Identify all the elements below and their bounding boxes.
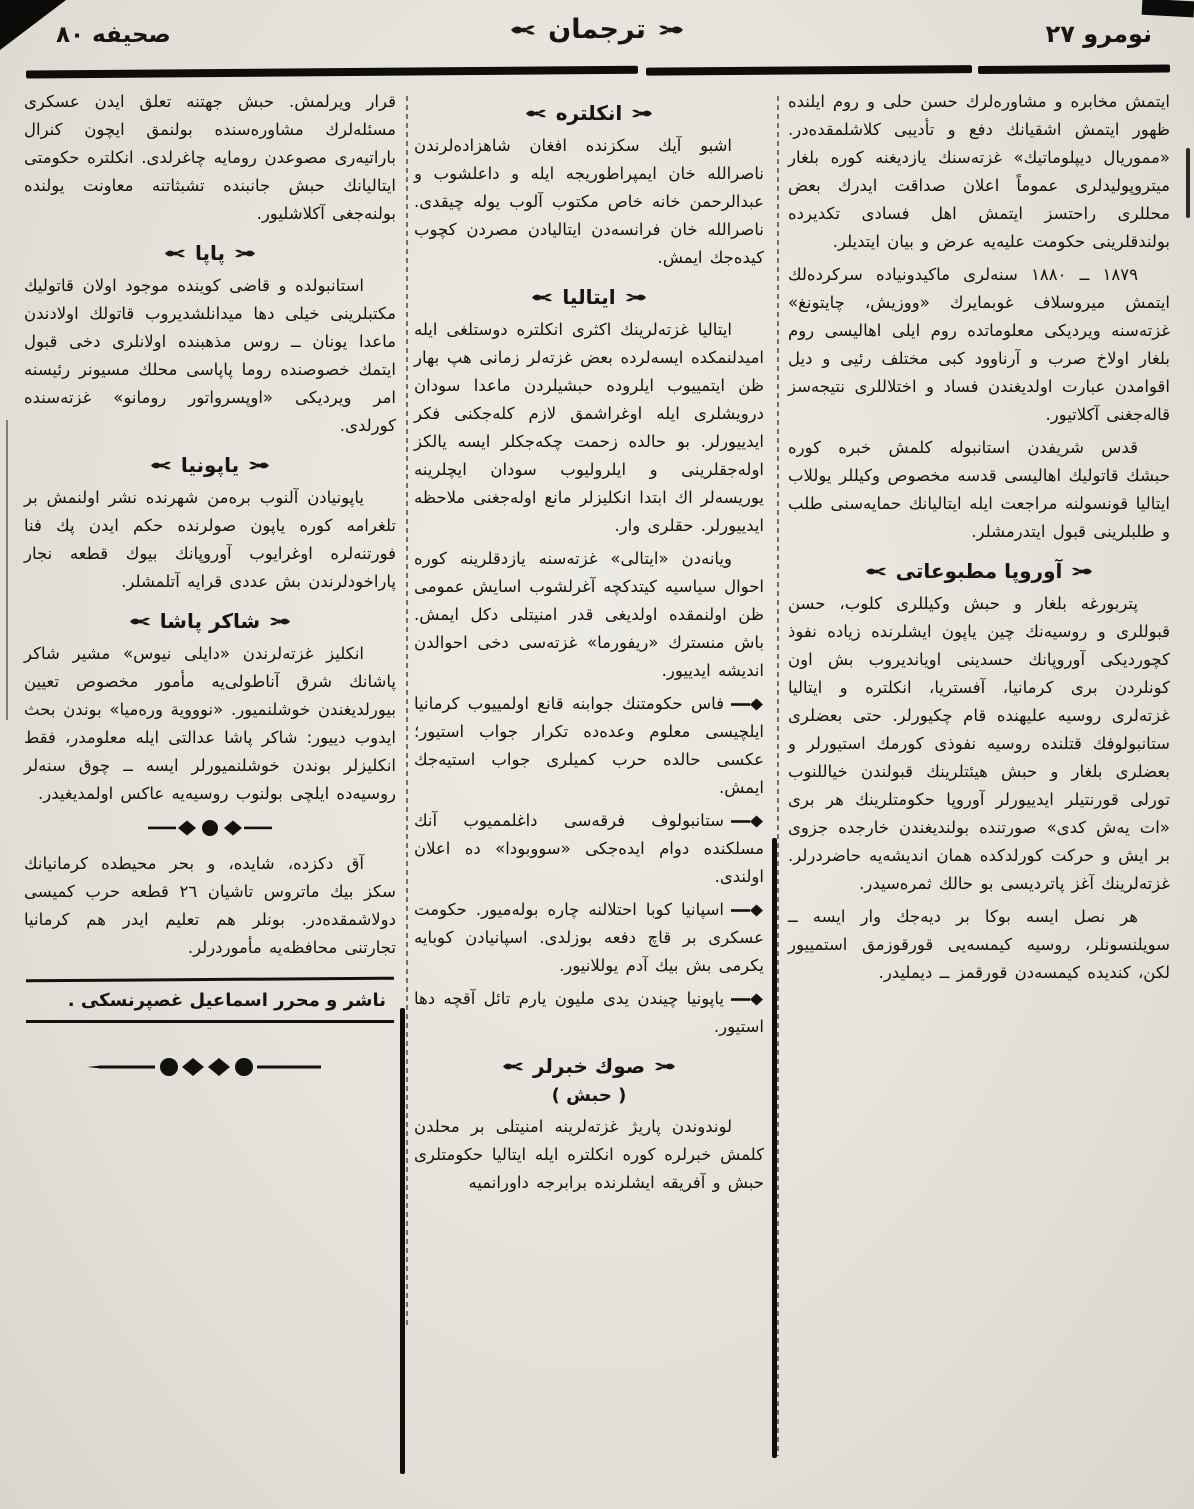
news-bullet-item — [414, 985, 764, 1041]
article-paragraph: آق دكزده، شايده، و بحر محيطده كرمانيانك سكز بيك ماتروس تاشيان ٢٦ قطعه حرب كميسى دولاشمقده‌در. بونلر هم تعليم ايدر هم كرمانيا تجارتنى محافظه‌يه مأموردرلر. — [24, 854, 396, 957]
section-heading-text: صوك خبرلر — [532, 1054, 646, 1078]
masthead-rule-segment — [978, 65, 1170, 75]
section-heading-text: انكلتره — [555, 101, 623, 125]
fleuron-icon — [248, 458, 270, 473]
footer-ornament — [24, 1057, 396, 1081]
publisher-rule-bottom — [26, 1020, 394, 1023]
article-paragraph: اشبو آيك سكزنده افغان شاهزاده‌لرندن ناصرالله خان ايمپراطوريجه ايله و داعلشوب و عبدالرحمن خانه خاص مكتوب آلوب يوله چيقدى. ناصرالله خان فرانسه‌دن ايتاليادن مصردن كچوب كيده‌جك ايمش. — [414, 136, 764, 267]
masthead — [0, 14, 1194, 45]
fleuron-icon — [164, 246, 186, 261]
article-paragraph: ويانه‌دن «ايتالى» غزته‌سنه يازدقلرينه كوره احوال سياسيه كيتدكچه آغرلشوب اسايش عمومى ظن اولنمقده اولديغى قدر امنيتلى دكل ايمش. باش منسترك «ريفورما» غزته‌سى دخى احوالدن انديشه ايدييور. — [414, 549, 764, 680]
fleuron-icon — [150, 458, 172, 473]
section-heading — [788, 559, 1170, 583]
fleuron-icon — [502, 1059, 524, 1074]
column-middle — [414, 88, 764, 1202]
section-heading — [414, 1054, 764, 1078]
fleuron-icon — [658, 21, 684, 39]
article-paragraph: ١٨٧٩ ــ ١٨٨٠ سنه‌لرى ماكيدونياده سركرده‌لك ايتمش ميروسلاف غوبمايرك «ووزيش، چايتونغ» غزته‌سنه ويرديكى معلوماتده روم ايلى اهاليسى روم بلغار اولاخ صرب و آرناوود كبى مختلف رئيى و ديل اقوامدن عبارت اولديغندن فساد و اختلاللرى نتيجه‌سز قاله‌جغنى آكلاتيور. — [788, 265, 1170, 424]
section-heading — [24, 453, 396, 477]
article-paragraph: لوندوندن پاريژ غزته‌لرينه امنيتلى بر محلدن كلمش خبرلره كوره انكلتره ايله ايتاليا حكومتلرى حبش و آفريقه ايشلرنده برابرجه داورانميه — [414, 1117, 764, 1192]
fleuron-icon — [510, 21, 536, 39]
scan-artifact — [256, 72, 260, 76]
scan-artifact — [1186, 148, 1190, 218]
news-bullet-item — [414, 896, 764, 980]
article-paragraph: استانبولده و قاضى كوينده موجود اولان قاتوليك مكتبلرينى خيلى دها ميدانلشديروب قاتولك اولادندن ماعدا يونان ــ روس مذهبنده اولانلرى دخى قبول ايتمك خصوصنده روما پاپاسى محلك مسيونر رئيسنه امر ويرديكى «اوپسرواتور رومانو» غزته‌سنده كورلدى. — [24, 276, 396, 435]
page-number: صحيفه ٨٠ — [56, 22, 171, 48]
fleuron-icon — [269, 614, 291, 629]
news-bullet-text: ستانبولوف فرقه‌سى داغلمميوب آنك مسلكنده دوام ايده‌جكى «سووبودا» ده اعلان اولندى. — [414, 811, 764, 886]
masthead-rule — [26, 56, 1170, 83]
section-heading — [24, 609, 396, 633]
scan-artifact — [6, 420, 8, 720]
fleuron-icon — [631, 106, 653, 121]
column-divider-left — [406, 96, 408, 1326]
arrow-bullet-icon — [731, 697, 764, 712]
fleuron-icon — [525, 106, 547, 121]
masthead-rule-segment — [26, 66, 638, 79]
section-heading-text: ايتاليا — [562, 285, 616, 309]
arrow-bullet-icon — [731, 814, 764, 829]
subsection-heading: ( حبش ) — [551, 1085, 627, 1106]
newspaper-title: ترجمان — [548, 14, 646, 45]
masthead-rule-segment — [646, 65, 972, 76]
news-bullet-text: اسپانيا كوبا احتلالنه چاره بوله‌ميور. حكومت عسكرى بر قاچ دفعه بوزلدى. اسپانيادن كوبايه يكرمى بش بيك آدم يوللانيور. — [414, 900, 764, 975]
article-paragraph: ايتمش مخابره و مشاوره‌لرك حسن حلى و روم ايلنده ظهور ايتمش اشقيانك دفع و تأديبى كلاشلمقده‌در. «مموريال ديپلوماتيك» غزته‌سنك يازديغنه كوره بلغار ميتروپوليدلرى عموماً اعلان صداقت ايدرك بعض محللرى راحتسز ايتمش اهل فسادى تكديرده بولندقلرينى حكومت عليه‌يه عرض و بيان ايتديلر. — [788, 92, 1170, 251]
news-bullet-text: ياپونيا چيندن يدى مليون يارم تائل آقچه دها استيور. — [414, 989, 764, 1036]
footer-ornament-icon — [87, 1057, 333, 1077]
separator-ornament-icon — [146, 818, 274, 838]
publisher-line: ناشر و محرر اسماعيل غصپرنسكى . — [67, 990, 386, 1011]
article-paragraph: قرار ويرلمش. حبش جهتنه تعلق ايدن عسكرى مسئله‌لرك مشاوره‌سنده بولنمق ايچون كنرال باراتيه‌رى مصوعدن رومايه چاغرلدى. انكلتره حكومتى ايتاليانك حبش جانبنده تشبثاتنه معاونت يولنده بولنه‌جغى آكلاشليور. — [24, 92, 396, 223]
publisher-block — [24, 978, 396, 1023]
fleuron-icon — [865, 564, 887, 579]
article-paragraph: پتربورغه بلغار و حبش وكيللرى كلوب، حسن قبوللرى و روسيه‌نك چين ياپون ايشلرنده زياده نفوذ كچورديكى آوروپانك حسدينى اويانديروب بش اون كونلردن برى كرمانيا، آفستريا، انكلتره و ايتاليا غزته‌لرى روسيه عليهنده قام چكيورلر. حتى بعضلرى ستانبولوفك قتلنده روسيه نفوذى كورمك استيورلر و بعضلرى بلغار و حبش هيئتلرينك قبولندن خياللنوب تورلى قورنتيلر ايدييورلر آوروپا حكومتلرينك هر برى «ات يەش كدى» صورتنده بولنديغندن خارجده جزوى بر ايش و حركت كورلدكده همان انديشه‌يه حاضردرلر. غزته‌لرينك آغز پاترديسى بو حالك ثمره‌سيدر. — [788, 594, 1170, 893]
fleuron-icon — [531, 290, 553, 305]
fleuron-icon — [129, 614, 151, 629]
article-paragraph: قدس شريفدن استانبوله كلمش خبره كوره حبشك قاتوليك اهاليسى قدسه مخصوص وكيللر يوللاب ايتاليا قونسولنه مراجعت ايله ايتاليانك حمايه‌سنى طلب و طلبلرينى قبول ايتدرمشلر. — [788, 438, 1170, 541]
section-heading-text: شاكر پاشا — [159, 609, 261, 633]
arrow-bullet-icon — [731, 903, 764, 918]
column-divider-left-bold — [400, 1008, 405, 1474]
article-paragraph: ايتاليا غزته‌لرينك اكثرى انكلتره دوستلغى ايله اميدلنمكده ايسه‌لرده بعض غزته‌لر زمانى هپ بهار ظن ايتمييوب ايلروده حبشيلردن ماعدا سودان درويشلرى ايله اوغراشمق لازم كله‌جكنى فكر ايدييورلر. بو حالده زحمت چكه‌جكلر ايسه يالكز اوله‌جقلرينى و ايلروليوب سودان ايچلرينه يوريسه‌لر اك ابتدا انكليزلر مانع اوله‌جغنى ملاحظه ايدييورلر. حقلرى وار. — [414, 320, 764, 535]
section-heading-text: ياپونيا — [180, 453, 240, 477]
fleuron-icon — [654, 1059, 676, 1074]
section-heading — [414, 101, 764, 125]
news-bullet-item — [414, 807, 764, 891]
section-separator — [24, 818, 396, 842]
column-left — [24, 88, 396, 1081]
column-right — [788, 88, 1170, 992]
fleuron-icon — [1071, 564, 1093, 579]
fleuron-icon — [625, 290, 647, 305]
article-paragraph: هر نصل ايسه بوكا بر ديه‌جك وار ايسه ــ سويلنسونلر، روسيه كيمسه‌يى قورقوزمق استمييور لكن، كنديده كيمسه‌دن قورقمز ــ ديمليدر. — [788, 907, 1170, 982]
article-paragraph: ياپونيادن آلنوب بره‌من شهرنده نشر اولنمش بر تلغرامه كوره ياپون صولرنده حكم ايدن پك فنا فورتنه‌لره اوغرايوب آوروپانك بيوك قطعه نجار پاراخودلرندن بش عددى قرايه آتلمشلر. — [24, 488, 396, 591]
section-heading — [24, 241, 396, 265]
news-bullet-item — [414, 690, 764, 802]
column-divider-right — [777, 96, 779, 1456]
issue-number: نومرو ٢٧ — [1045, 20, 1152, 48]
arrow-bullet-icon — [731, 992, 764, 1007]
scan-artifact — [1142, 0, 1194, 17]
news-bullet-text: فاس حكومتنك جوابنه قانع اولمييوب كرمانيا ايلچيسى معلوم وعده‌ده تكرار جواب استيور؛ عكسى حالده حرب كميلرى جواب استيه‌جك ايمش. — [414, 694, 764, 797]
section-heading-text: پاپا — [194, 241, 226, 265]
article-paragraph: انكليز غزته‌لرندن «دايلى نيوس» مشير شاكر پاشانك شرق آناطولى‌يه مأمور مخصوص تعيين بيورلديغندن خوشلنميور. «نوووية وره‌ميا» بوندن بحث ايدوب دييور: شاكر پاشا عدالتى ايله معلومدر، فقط انكليزلر بوندن خوشلنميورلر ايسه ــ چوق سنه‌لر روسيه‌ده ايلچى بولنوب روسيه‌يه عاكس اولمديغيدر. — [24, 644, 396, 803]
section-heading — [414, 285, 764, 309]
fleuron-icon — [234, 246, 256, 261]
column-divider-right-bold — [772, 838, 777, 1458]
section-heading-text: آوروپا مطبوعاتى — [895, 559, 1063, 583]
scan-artifact — [86, 70, 91, 75]
